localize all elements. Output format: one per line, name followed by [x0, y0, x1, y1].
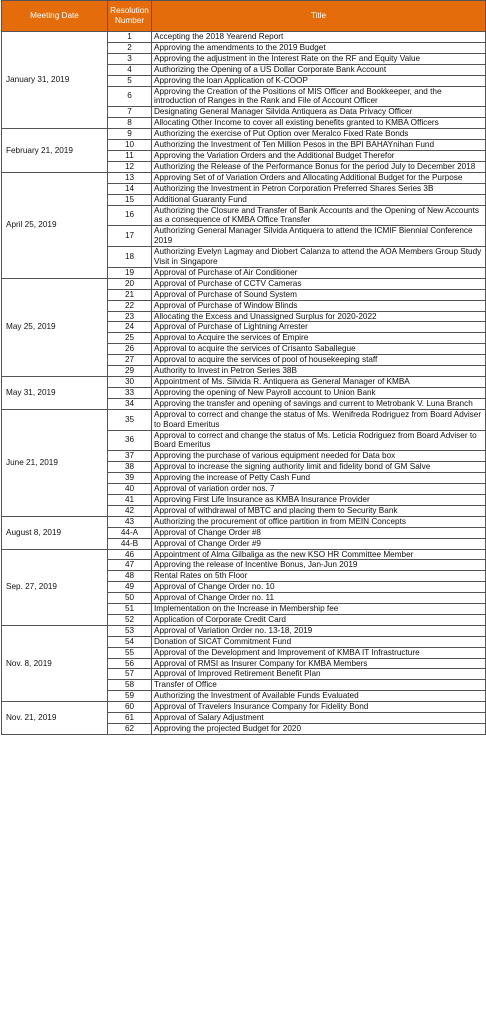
resolution-title-cell: Approving the projected Budget for 2020: [152, 724, 486, 735]
table-row: [2, 129, 486, 140]
resolution-number-cell: 43: [108, 516, 152, 527]
header-resolution-number: Resolution Number: [108, 1, 152, 32]
resolution-title-cell: Authorizing the exercise of Put Option over Meralco Fixed Rate Bonds: [152, 129, 486, 140]
resolution-number-cell: 13: [108, 172, 152, 183]
resolution-title-cell: Approval of Purchase of Air Conditioner: [152, 267, 486, 278]
resolution-title-cell: Approval of Purchase of Lightning Arrester: [152, 322, 486, 333]
meeting-date-cell: Nov. 21, 2019: [2, 702, 108, 735]
resolution-number-cell: 44-B: [108, 538, 152, 549]
resolution-title-cell: Approving the amendments to the 2019 Budget: [152, 42, 486, 53]
resolution-title-cell: Authorizing the Investment in Petron Corporation Preferred Shares Series 3B: [152, 183, 486, 194]
resolution-title-cell: Approval to acquire the services of pool of housekeeping staff: [152, 355, 486, 366]
resolution-title-cell: Authorizing the procurement of office partition in from MEIN Concepts: [152, 516, 486, 527]
resolution-number-cell: 53: [108, 625, 152, 636]
resolution-title-cell: Authorizing the Opening of a US Dollar Corporate Bank Account: [152, 64, 486, 75]
resolution-number-cell: 36: [108, 430, 152, 451]
resolution-number-cell: 55: [108, 647, 152, 658]
table-body: [2, 32, 486, 735]
resolution-number-cell: 62: [108, 724, 152, 735]
resolution-title-cell: Approval of Travelers Insurance Company for Fidelity Bond: [152, 702, 486, 713]
resolution-number-cell: 24: [108, 322, 152, 333]
resolution-number-cell: 56: [108, 658, 152, 669]
table-row: [2, 702, 486, 713]
resolution-number-cell: 6: [108, 86, 152, 107]
resolution-number-cell: 59: [108, 691, 152, 702]
resolution-title-cell: Approving the increase of Petty Cash Fund: [152, 473, 486, 484]
table-row: [2, 409, 486, 430]
resolution-title-cell: Approval to correct and change the status of Ms. Wenifreda Rodriguez from Board Adviser to Board Emeritus: [152, 409, 486, 430]
resolution-title-cell: Authorizing the Release of the Performance Bonus for the period July to December 2018: [152, 161, 486, 172]
resolution-title-cell: Approval of the Development and Improvement of KMBA IT Infrastructure: [152, 647, 486, 658]
resolution-title-cell: Approving the loan Application of K-COOP: [152, 75, 486, 86]
resolution-number-cell: 9: [108, 129, 152, 140]
resolution-number-cell: 60: [108, 702, 152, 713]
resolution-number-cell: 35: [108, 409, 152, 430]
resolution-title-cell: Allocating the Excess and Unassigned Surplus for 2020-2022: [152, 311, 486, 322]
meeting-date-cell: Nov. 8, 2019: [2, 625, 108, 701]
resolution-title-cell: Designating General Manager Silvida Antiquera as Data Privacy Officer: [152, 107, 486, 118]
resolution-title-cell: Appointment of Alma Gilbaliga as the new KSO HR Committee Member: [152, 549, 486, 560]
resolution-number-cell: 26: [108, 344, 152, 355]
resolution-title-cell: Approving the Creation of the Positions of MIS Officer and Bookkeeper, and the introduction of Ranges in the Rank and File of Account Officer: [152, 86, 486, 107]
resolution-title-cell: Rental Rates on 5th Floor: [152, 571, 486, 582]
meeting-date-cell: Sep. 27, 2019: [2, 549, 108, 625]
resolution-number-cell: 17: [108, 226, 152, 247]
resolution-number-cell: 54: [108, 636, 152, 647]
resolution-number-cell: 39: [108, 473, 152, 484]
resolution-title-cell: Approval of Salary Adjustment: [152, 713, 486, 724]
resolution-title-cell: Approving the purchase of various equipment needed for Data box: [152, 451, 486, 462]
resolution-number-cell: 30: [108, 377, 152, 388]
resolution-title-cell: Approval of Purchase of CCTV Cameras: [152, 278, 486, 289]
header-meeting-date: Meeting Date: [2, 1, 108, 32]
table-row: [2, 377, 486, 388]
resolution-title-cell: Approval of Change Order no. 11: [152, 593, 486, 604]
resolutions-table: [1, 0, 486, 735]
resolution-title-cell: Approval of variation order nos. 7: [152, 484, 486, 495]
resolution-title-cell: Approving First Life Insurance as KMBA Insurance Provider: [152, 494, 486, 505]
meeting-date-cell: January 31, 2019: [2, 32, 108, 129]
resolution-number-cell: 10: [108, 140, 152, 151]
table-row: [2, 172, 486, 183]
resolution-title-cell: Approving the Variation Orders and the Additional Budget Therefor: [152, 150, 486, 161]
resolution-title-cell: Approving the release of Incentive Bonus, Jan-Jun 2019: [152, 560, 486, 571]
resolution-number-cell: 38: [108, 462, 152, 473]
resolution-number-cell: 15: [108, 194, 152, 205]
resolution-number-cell: 27: [108, 355, 152, 366]
resolution-title-cell: Accepting the 2018 Yearend Report: [152, 32, 486, 43]
resolution-title-cell: Donation of SICAT Commitment Fund: [152, 636, 486, 647]
resolution-number-cell: 58: [108, 680, 152, 691]
resolution-title-cell: Authorizing General Manager Silvida Antiquera to attend the ICMIF Biennial Conference 2019: [152, 226, 486, 247]
resolution-number-cell: 4: [108, 64, 152, 75]
resolution-number-cell: 50: [108, 593, 152, 604]
resolution-number-cell: 29: [108, 366, 152, 377]
table-row: [2, 516, 486, 527]
header-title: Title: [152, 1, 486, 32]
resolution-number-cell: 51: [108, 604, 152, 615]
resolution-number-cell: 61: [108, 713, 152, 724]
resolution-title-cell: Implementation on the Increase in Membership fee: [152, 604, 486, 615]
meeting-date-cell: August 8, 2019: [2, 516, 108, 549]
resolution-number-cell: 25: [108, 333, 152, 344]
resolution-number-cell: 49: [108, 582, 152, 593]
resolution-title-cell: Transfer of Office: [152, 680, 486, 691]
resolution-number-cell: 2: [108, 42, 152, 53]
resolution-title-cell: Authorizing the Investment of Available Funds Evaluated: [152, 691, 486, 702]
meeting-date-cell: February 21, 2019: [2, 129, 108, 173]
resolution-title-cell: Authorizing the Investment of Ten Million Pesos in the BPI BAHAYnihan Fund: [152, 140, 486, 151]
meeting-date-cell: April 25, 2019: [2, 172, 108, 278]
resolution-title-cell: Approval to increase the signing authority limit and fidelity bond of GM Salve: [152, 462, 486, 473]
resolution-title-cell: Approving the transfer and opening of savings and current to Metrobank V. Luna Branch: [152, 398, 486, 409]
meeting-date-cell: June 21, 2019: [2, 409, 108, 516]
resolution-title-cell: Approving the adjustment in the Interest Rate on the RF and Equity Value: [152, 53, 486, 64]
resolution-number-cell: 14: [108, 183, 152, 194]
resolution-title-cell: Authorizing Evelyn Lagmay and Diobert Calanza to attend the AOA Members Group Study Visit in Singapore: [152, 247, 486, 268]
resolution-number-cell: 20: [108, 278, 152, 289]
resolution-number-cell: 40: [108, 484, 152, 495]
resolution-title-cell: Approving Set of of Variation Orders and Allocating Additional Budget for the Purpose: [152, 172, 486, 183]
resolution-number-cell: 47: [108, 560, 152, 571]
resolution-number-cell: 46: [108, 549, 152, 560]
resolution-number-cell: 1: [108, 32, 152, 43]
resolution-number-cell: 48: [108, 571, 152, 582]
resolution-number-cell: 11: [108, 150, 152, 161]
resolution-number-cell: 7: [108, 107, 152, 118]
resolution-number-cell: 16: [108, 205, 152, 226]
resolution-number-cell: 12: [108, 161, 152, 172]
resolution-number-cell: 52: [108, 614, 152, 625]
resolution-number-cell: 42: [108, 505, 152, 516]
resolution-title-cell: Approving the opening of New Payroll account to Union Bank: [152, 387, 486, 398]
table-row: [2, 32, 486, 43]
resolution-number-cell: 41: [108, 494, 152, 505]
resolution-title-cell: Approval of Change Order #9: [152, 538, 486, 549]
resolution-title-cell: Approval of Change Order no. 10: [152, 582, 486, 593]
resolution-number-cell: 34: [108, 398, 152, 409]
resolution-title-cell: Additional Guaranty Fund: [152, 194, 486, 205]
resolution-title-cell: Approval of withdrawal of MBTC and placing them to Security Bank: [152, 505, 486, 516]
resolution-title-cell: Approval of Purchase of Window Blinds: [152, 300, 486, 311]
table-header-row: [2, 1, 486, 32]
table-row: [2, 625, 486, 636]
resolution-title-cell: Approval of RMSI as Insurer Company for KMBA Members: [152, 658, 486, 669]
table-row: [2, 549, 486, 560]
resolution-number-cell: 8: [108, 118, 152, 129]
resolution-number-cell: 44-A: [108, 527, 152, 538]
resolution-number-cell: 19: [108, 267, 152, 278]
resolution-title-cell: Approval to correct and change the status of Ms. Leticia Rodriguez from Board Adviser to Board Emeritus: [152, 430, 486, 451]
resolution-title-cell: Approval of Variation Order no. 13-18, 2019: [152, 625, 486, 636]
resolution-title-cell: Approval of Change Order #8: [152, 527, 486, 538]
resolution-number-cell: 18: [108, 247, 152, 268]
resolution-number-cell: 3: [108, 53, 152, 64]
table-row: [2, 278, 486, 289]
resolution-number-cell: 37: [108, 451, 152, 462]
resolution-number-cell: 5: [108, 75, 152, 86]
resolution-title-cell: Authority to Invest in Petron Series 38B: [152, 366, 486, 377]
resolution-number-cell: 33: [108, 387, 152, 398]
resolution-number-cell: 23: [108, 311, 152, 322]
resolution-title-cell: Approval to acquire the services of Crisanto Saballegue: [152, 344, 486, 355]
resolution-title-cell: Application of Corporate Credit Card: [152, 614, 486, 625]
resolution-title-cell: Allocating Other Income to cover all existing benefits granted to KMBA Officers: [152, 118, 486, 129]
resolution-title-cell: Appointment of Ms. Silvida R. Antiquera as General Manager of KMBA: [152, 377, 486, 388]
resolution-title-cell: Approval to Acquire the services of Empire: [152, 333, 486, 344]
resolution-title-cell: Approval of Purchase of Sound System: [152, 289, 486, 300]
meeting-date-cell: May 25, 2019: [2, 278, 108, 376]
meeting-date-cell: May 31, 2019: [2, 377, 108, 410]
resolution-number-cell: 21: [108, 289, 152, 300]
resolution-number-cell: 57: [108, 669, 152, 680]
resolution-title-cell: Authorizing the Closure and Transfer of Bank Accounts and the Opening of New Accounts as a consequence of KMBA Office Transfer: [152, 205, 486, 226]
resolution-number-cell: 22: [108, 300, 152, 311]
resolution-title-cell: Approval of Improved Retirement Benefit Plan: [152, 669, 486, 680]
